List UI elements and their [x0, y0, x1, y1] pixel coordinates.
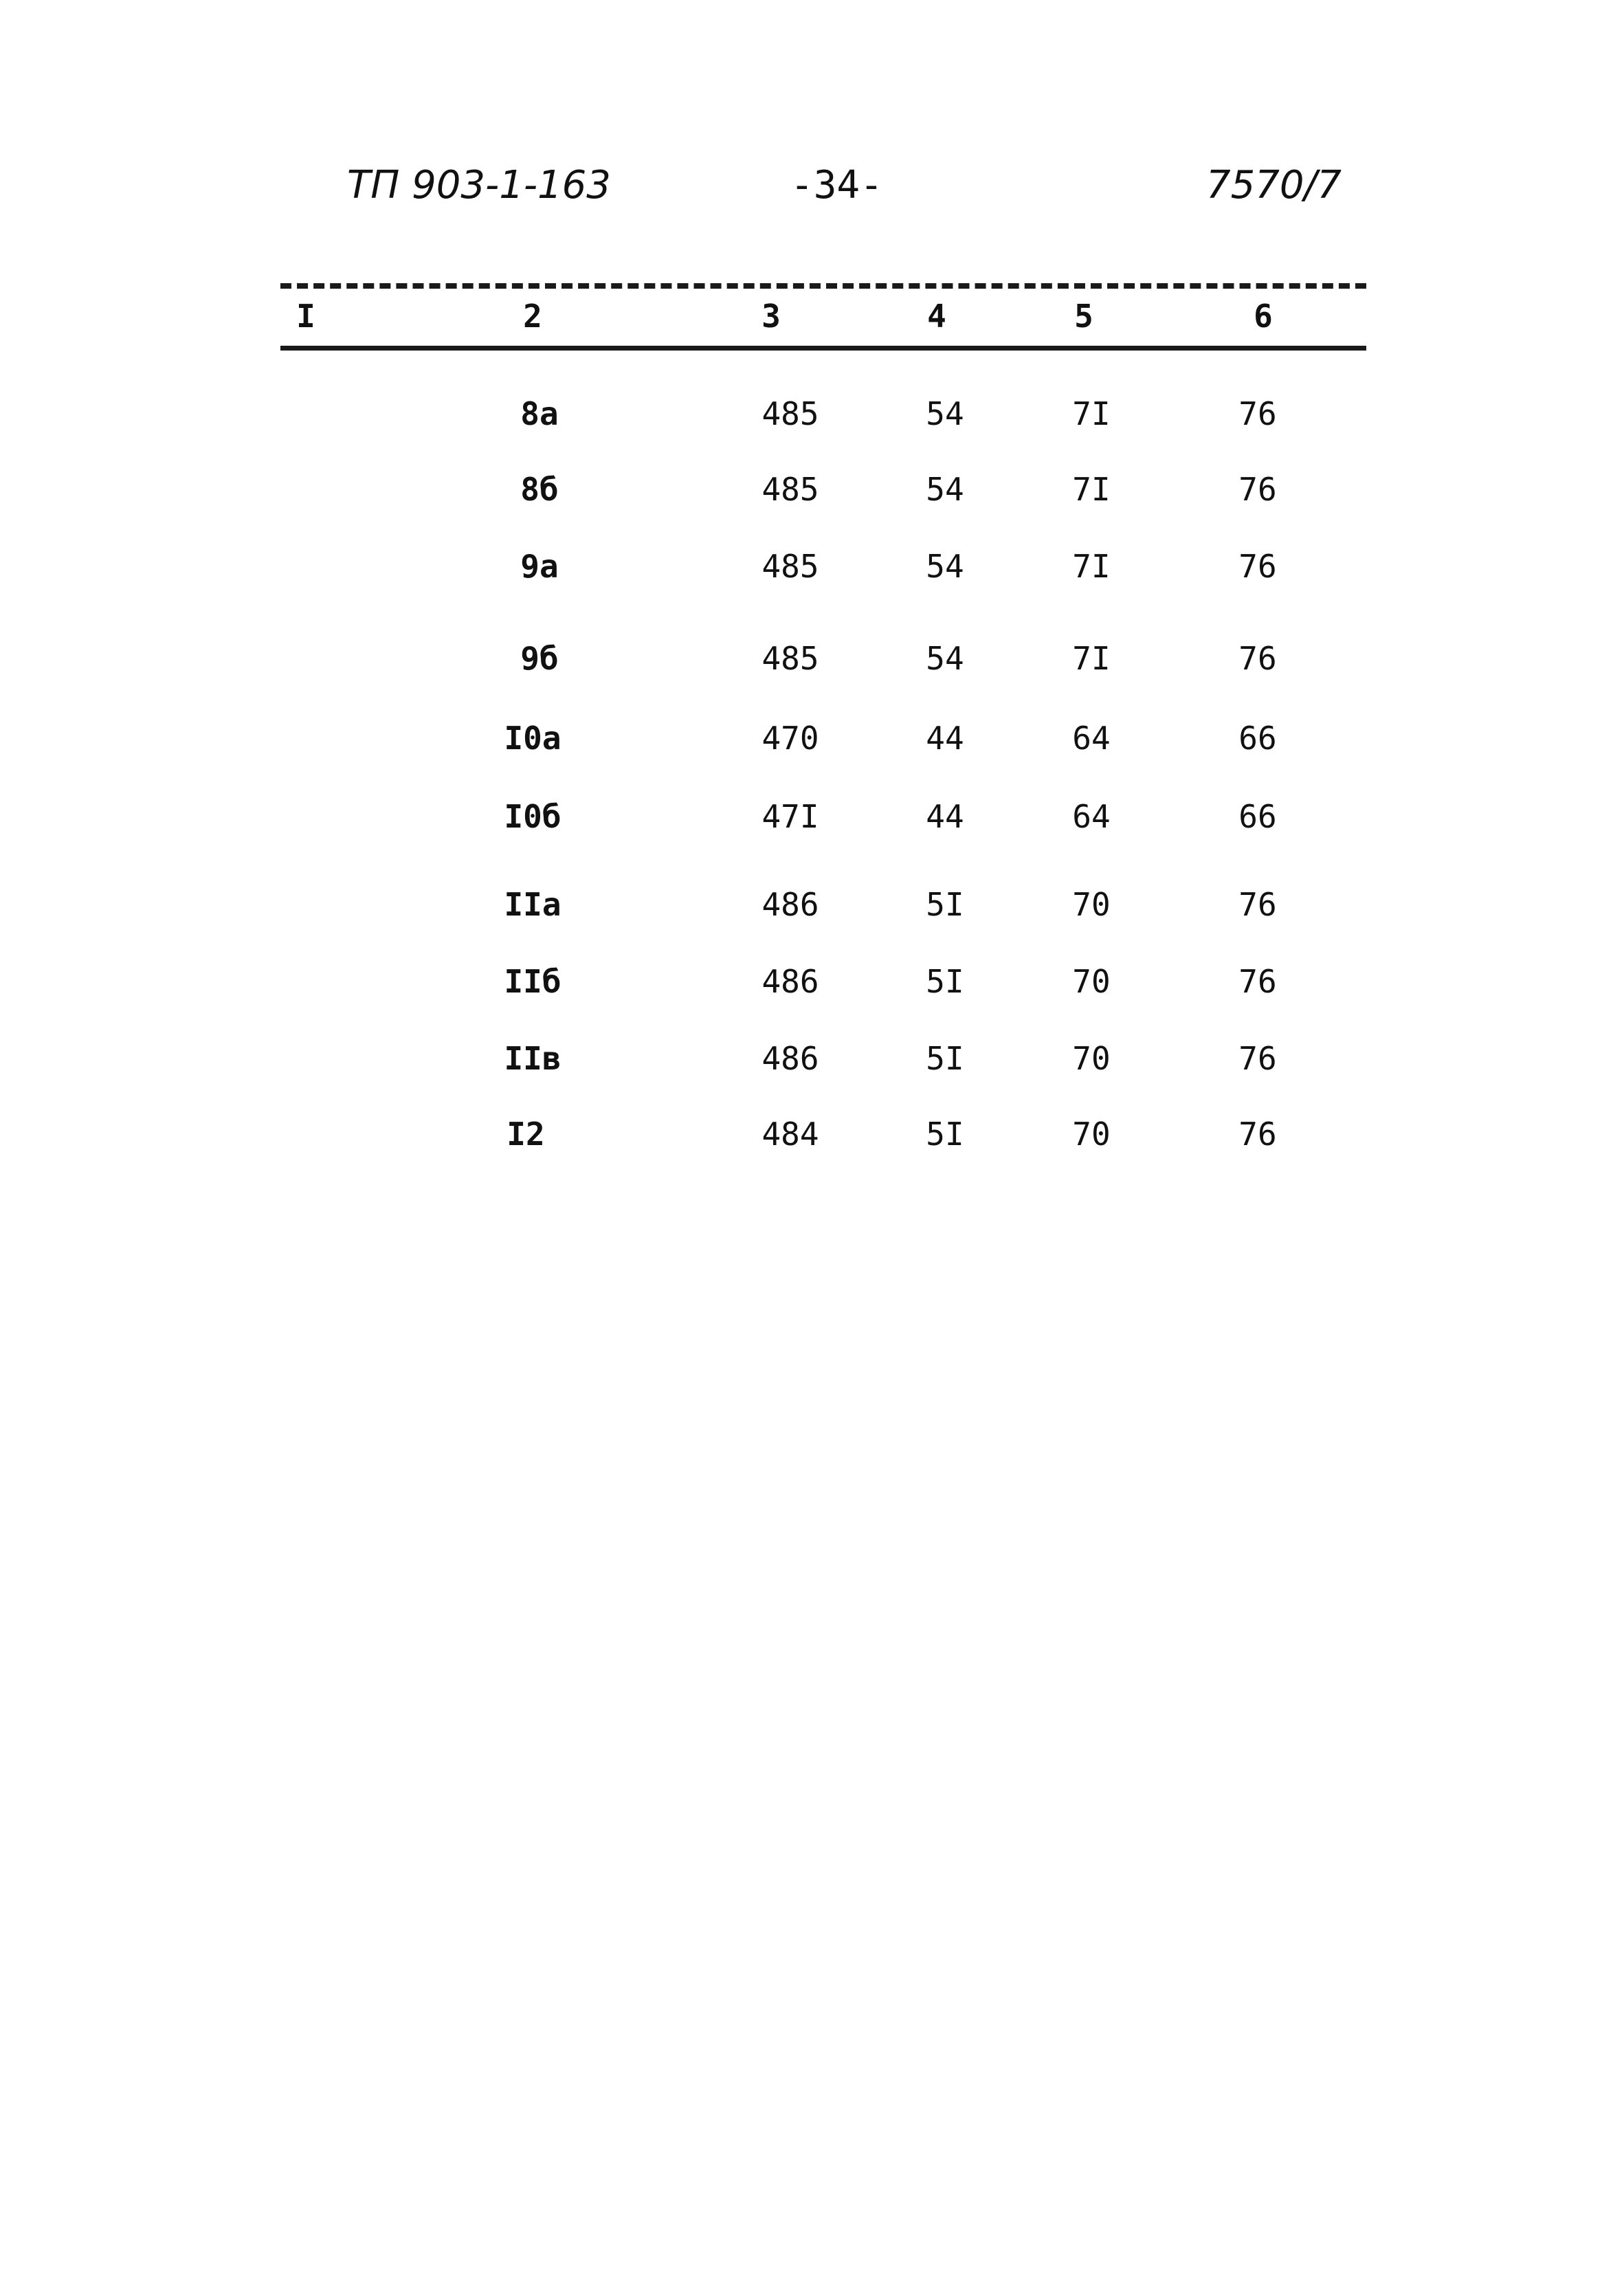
table-cell-col4: 5I [926, 1040, 964, 1077]
table-cell-col6: 76 [1238, 548, 1277, 585]
table-cell-col5: 70 [1072, 963, 1111, 1000]
table-cell-col6: 66 [1238, 720, 1277, 757]
table-cell-col2: I0б [504, 798, 561, 835]
table-cell-col3: 485 [761, 395, 819, 432]
table-cell-col2: 8а [520, 395, 559, 432]
table-header-solid-rule [280, 346, 1366, 351]
table-cell-col6: 76 [1238, 471, 1277, 508]
table-cell-col4: 54 [926, 395, 964, 432]
table-cell-col5: 7I [1072, 548, 1111, 585]
table-cell-col2: 9а [520, 548, 559, 585]
table-cell-col2: I0а [504, 720, 561, 757]
table-top-dashed-rule [280, 283, 1366, 289]
column-header-2: 2 [523, 298, 542, 335]
column-header-3: 3 [761, 298, 781, 335]
table-cell-col2: IIв [504, 1040, 561, 1077]
column-header-1: I [296, 298, 315, 335]
table-cell-col4: 44 [926, 798, 964, 835]
table-cell-col4: 5I [926, 963, 964, 1000]
page-number: -34- [790, 163, 883, 208]
table-cell-col3: 485 [761, 548, 819, 585]
table-cell-col4: 5I [926, 886, 964, 923]
table-cell-col5: 7I [1072, 640, 1111, 677]
table-cell-col6: 66 [1238, 798, 1277, 835]
table-cell-col4: 54 [926, 640, 964, 677]
table-cell-col5: 70 [1072, 1116, 1111, 1153]
table-cell-col3: 484 [761, 1116, 819, 1153]
table-cell-col3: 486 [761, 886, 819, 923]
table-cell-col2: 8б [520, 471, 559, 508]
table-cell-col2: I2 [507, 1116, 545, 1153]
table-cell-col4: 54 [926, 548, 964, 585]
table-cell-col6: 76 [1238, 1116, 1277, 1153]
table-cell-col3: 47I [761, 798, 819, 835]
table-cell-col5: 7I [1072, 395, 1111, 432]
column-header-4: 4 [927, 298, 946, 335]
table-cell-col4: 54 [926, 471, 964, 508]
table-cell-col3: 485 [761, 640, 819, 677]
table-cell-col2: IIб [504, 963, 561, 1000]
table-cell-col2: 9б [520, 640, 559, 677]
table-cell-col4: 44 [926, 720, 964, 757]
table-cell-col5: 7I [1072, 471, 1111, 508]
table-cell-col6: 76 [1238, 640, 1277, 677]
table-cell-col5: 70 [1072, 1040, 1111, 1077]
table-cell-col5: 64 [1072, 720, 1111, 757]
column-header-5: 5 [1074, 298, 1093, 335]
table-cell-col6: 76 [1238, 1040, 1277, 1077]
table-cell-col5: 70 [1072, 886, 1111, 923]
table-cell-col3: 486 [761, 963, 819, 1000]
document-code: ТП 903-1-163 [347, 163, 611, 208]
table-cell-col6: 76 [1238, 395, 1277, 432]
column-header-6: 6 [1254, 298, 1273, 335]
sheet-reference: 7570/7 [1206, 163, 1342, 208]
table-cell-col2: IIа [504, 886, 561, 923]
table-cell-col6: 76 [1238, 886, 1277, 923]
table-cell-col6: 76 [1238, 963, 1277, 1000]
table-cell-col3: 486 [761, 1040, 819, 1077]
table-cell-col4: 5I [926, 1116, 964, 1153]
table-cell-col3: 470 [761, 720, 819, 757]
table-cell-col5: 64 [1072, 798, 1111, 835]
table-cell-col3: 485 [761, 471, 819, 508]
